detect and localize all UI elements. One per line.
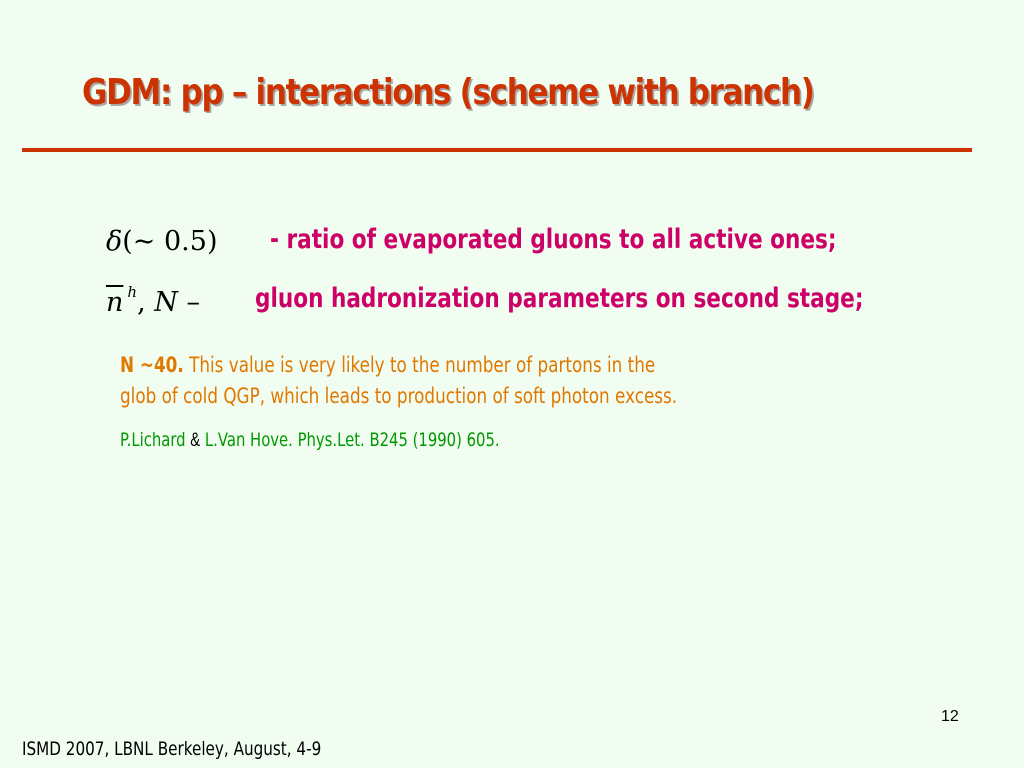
delta-value: (~ 0.5) [122,226,218,257]
note-line-1 [120,350,677,381]
n-bar-symbol: $\overline{n}$ [106,287,124,318]
reference-citation [120,429,500,452]
formula-separator: , [137,287,146,318]
delta-definition: - ratio of evaporated gluons to all active ones; [270,224,837,255]
note-line-2: glob of cold QGP, which leads to production of soft photon excess. [120,384,678,408]
hadronization-formula [106,283,200,318]
page-number: 12 [941,708,959,725]
footer-text: ISMD 2007, LBNL Berkeley, August, 4-9 [22,738,322,760]
reference-ampersand: & [190,430,201,451]
note-lead: N ~40. [120,353,184,377]
reference-author1: P.Lichard [120,429,186,451]
reference-rest: L.Van Hove. Phys.Let. B245 (1990) 605. [204,429,500,451]
delta-symbol: δ [106,226,123,257]
note-line-1-text: This value is very likely to the number of partons in the [183,353,656,377]
note-paragraph [120,350,677,412]
slide-title: GDM: pp – interactions (scheme with branch) [82,72,814,113]
title-divider [22,148,972,152]
N-symbol: N [154,287,178,318]
delta-formula [106,226,217,257]
formula-dash: – [186,287,200,318]
hadronization-definition: gluon hadronization parameters on second stage; [255,283,864,314]
n-superscript: h [127,283,138,301]
